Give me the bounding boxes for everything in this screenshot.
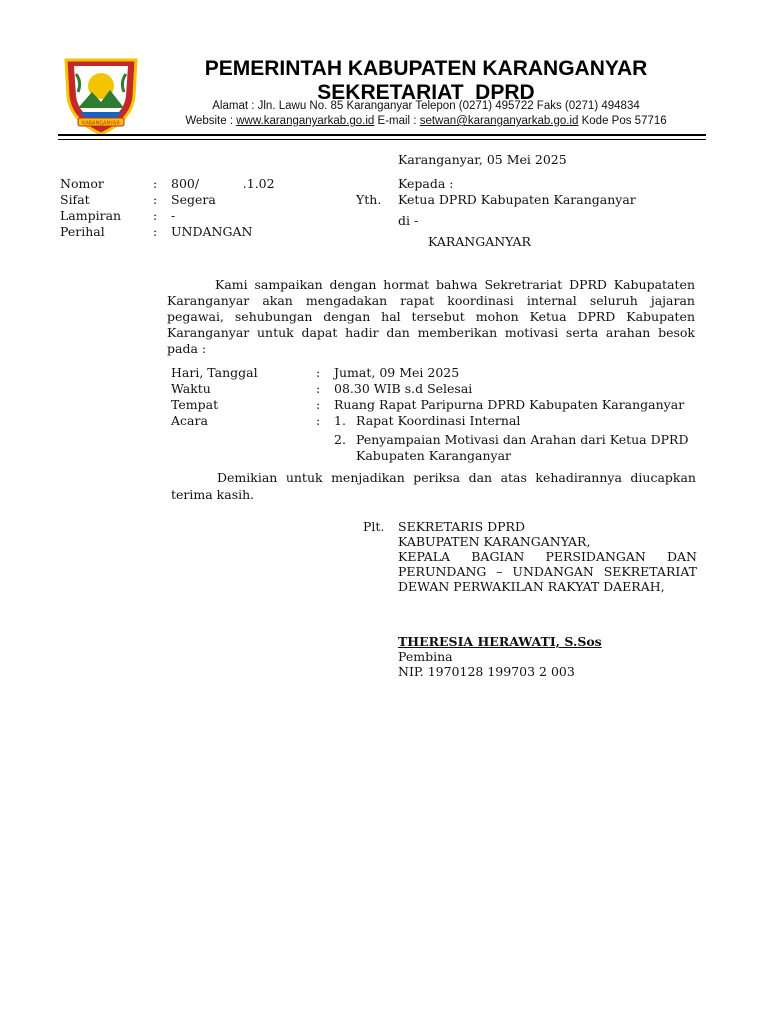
letterhead-office-name: SEKRETARIAT DPRD: [317, 81, 535, 104]
agenda-item-text: Penyampaian Motivasi dan Arahan dari Ketua DPRD: [356, 432, 689, 447]
recipient-yth: Yth.: [356, 192, 382, 207]
signatory-rank: Pembina: [398, 649, 453, 664]
meta-sep: :: [153, 224, 158, 239]
email-label: E-mail :: [374, 115, 420, 127]
signatory-name: THERESIA HERAWATI, S.Sos: [398, 634, 602, 649]
agenda-item-number: 1.: [334, 413, 346, 428]
recipient-place: KARANGANYAR: [428, 234, 531, 249]
signature-title-line: SEKRETARIS DPRD: [398, 519, 525, 534]
meta-value-sifat: Segera: [171, 192, 216, 207]
meta-label-perihal: Perihal: [60, 224, 105, 239]
body-line: Karanganyar untuk dapat hadir dan memberikan motivasi serta arahan besok: [167, 325, 695, 340]
event-details: [171, 365, 701, 465]
meta-label-sifat: Sifat: [60, 192, 90, 207]
postcode: Kode Pos 57716: [578, 115, 667, 127]
detail-sep: :: [316, 365, 321, 380]
meta-sep: :: [153, 176, 158, 191]
recipient-di: di -: [398, 213, 419, 228]
detail-label-date: Hari, Tanggal: [171, 365, 258, 380]
letterhead-rule-thin: [58, 139, 706, 140]
closing-line: terima kasih.: [171, 487, 255, 502]
detail-sep: :: [316, 413, 321, 428]
regency-logo: [58, 56, 144, 136]
recipient-kepada: Kepada :: [398, 176, 454, 191]
meta-value-perihal: UNDANGAN: [171, 224, 253, 239]
meta-value-nomor: 800/ .1.02: [171, 176, 275, 191]
detail-value-time: 08.30 WIB s.d Selesai: [334, 381, 473, 396]
closing-paragraph: [171, 470, 696, 506]
letterhead-rule-thick: [58, 134, 706, 136]
svg-text:KARANGANYAR: KARANGANYAR: [82, 120, 120, 127]
website-link[interactable]: www.karanganyarkab.go.id: [236, 115, 375, 127]
body-line: pada :: [167, 341, 207, 356]
meta-sep: :: [153, 208, 158, 223]
letterhead-government-name: PEMERINTAH KABUPATEN KARANGANYAR: [204, 57, 648, 80]
meta-label-nomor: Nomor: [60, 176, 104, 191]
detail-sep: :: [316, 381, 321, 396]
email-link[interactable]: setwan@karanganyarkab.go.id: [419, 115, 579, 127]
signature-title-line: DEWAN PERWAKILAN RAKYAT DAERAH,: [398, 579, 665, 594]
meta-label-lampiran: Lampiran: [60, 208, 122, 223]
signatory-nip: NIP. 1970128 199703 2 003: [398, 664, 575, 679]
letterhead-contact: [150, 115, 702, 127]
letterhead-address: Alamat : Jln. Lawu No. 85 Karanganyar Telepon (0271) 495722 Faks (0271) 494834: [212, 100, 640, 112]
detail-label-place: Tempat: [171, 397, 219, 412]
agenda-item-number: 2.: [334, 432, 346, 447]
body-line: Kami sampaikan dengan hormat bahwa Sekretrariat DPRD Kabupataten: [215, 277, 695, 292]
recipient-name: Ketua DPRD Kabupaten Karanganyar: [398, 192, 636, 207]
detail-label-time: Waktu: [171, 381, 211, 396]
detail-value-date: Jumat, 09 Mei 2025: [334, 365, 460, 380]
agenda-item-text-continued: Kabupaten Karanganyar: [356, 448, 512, 463]
signature-plt: Plt.: [363, 519, 385, 534]
body-line: pegawai, sehubungan dengan hal tersebut mohon Ketua DPRD Kabupaten: [167, 309, 695, 324]
body-line: Karanganyar akan mengadakan rapat koordinasi internal seluruh jajaran: [167, 293, 695, 308]
meta-sep: :: [153, 192, 158, 207]
meta-value-lampiran: -: [171, 208, 176, 223]
signature-title-line: KEPALA BAGIAN PERSIDANGAN DAN: [398, 549, 697, 564]
signature-title-line: PERUNDANG – UNDANGAN SEKRETARIAT: [398, 564, 697, 579]
detail-value-place: Ruang Rapat Paripurna DPRD Kabupaten Karanganyar: [334, 397, 685, 412]
signature-title-line: KABUPATEN KARANGANYAR,: [398, 534, 591, 549]
website-label: Website :: [185, 115, 237, 127]
agenda-item-text: Rapat Koordinasi Internal: [356, 413, 521, 428]
letter-date: Karanganyar, 05 Mei 2025: [398, 152, 567, 167]
detail-sep: :: [316, 397, 321, 412]
closing-line: Demikian untuk menjadikan periksa dan atas kehadirannya diucapkan: [217, 470, 696, 485]
detail-label-agenda: Acara: [171, 413, 208, 428]
